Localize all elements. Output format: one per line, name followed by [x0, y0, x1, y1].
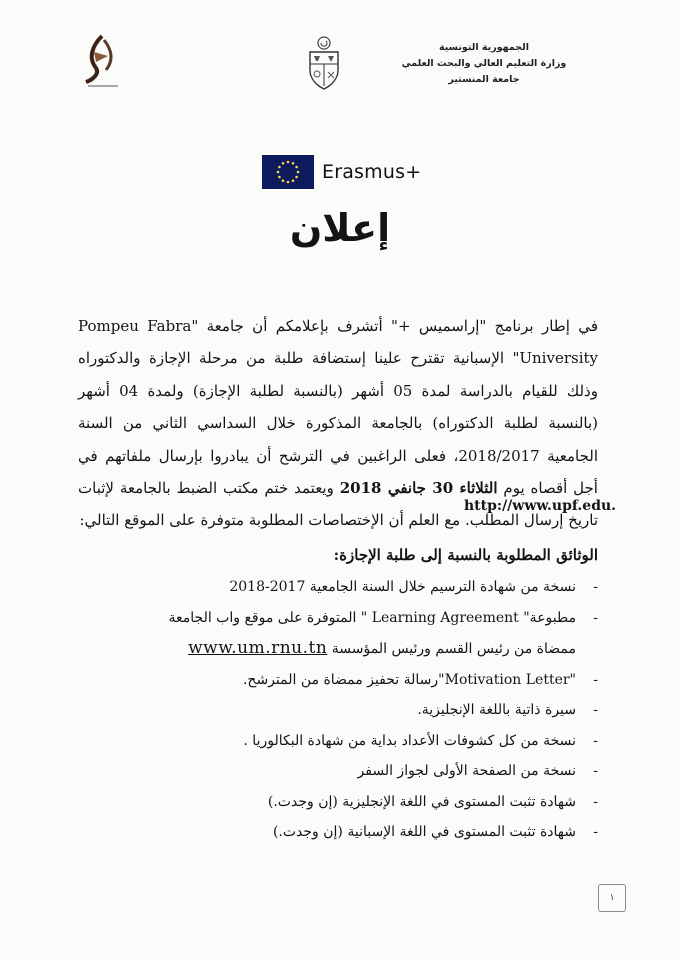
country-name: الجمهورية التونسية [439, 42, 529, 53]
body-part-2: ويعتمد ختم مكتب الضبط بالجامعة لإثبات تاريخ إرسال المطلب. مع العلم أن الإختصاصات المطلوبة متوفرة على الموقع التالي: [78, 479, 598, 530]
erasmus-logo [262, 155, 421, 189]
list-item: - شهادة تثبت المستوى في اللغة الإسبانية (إن وجدت.) [74, 817, 598, 848]
ministry-name: وزارة التعليم العالي والبحث العلمي [401, 58, 567, 69]
documents-heading: الوثائق المطلوبة بالنسبة إلى طلبة الإجازة: [333, 546, 598, 564]
eu-flag-icon [262, 155, 314, 189]
list-item: - نسخة من كل كشوفات الأعداد بداية من شهادة البكالوريا . [74, 726, 598, 757]
page-title: إعلان [289, 206, 391, 250]
upf-website-link[interactable]: http://www.upf.edu. [464, 498, 617, 514]
university-name: جامعة المنستير [448, 74, 520, 85]
list-item: - نسخة من الصفحة الأولى لجواز السفر [74, 756, 598, 787]
list-item: - سيرة ذاتية باللغة الإنجليزية. [74, 695, 598, 726]
university-logo [78, 32, 126, 90]
list-item: - نسخة من شهادة الترسيم خلال السنة الجامعية 2017-2018 [74, 572, 598, 603]
list-item: - "Motivation Letter"رسالة تحفيز ممضاة من المترشح. [74, 665, 598, 696]
list-item: - مطبوعة" Learning Agreement " المتوفرة على موقع واب الجامعة [74, 603, 598, 634]
institution-header [384, 40, 584, 88]
signature-requirement: ممضاة من رئيس القسم ورئيس المؤسسة [331, 641, 576, 657]
page-number: ١ [598, 884, 626, 912]
tunisia-emblem-icon [300, 34, 348, 92]
list-item-continuation [74, 633, 598, 665]
documents-list [74, 572, 598, 848]
list-item: - شهادة تثبت المستوى في اللغة الإنجليزية (إن وجدت.) [74, 787, 598, 818]
erasmus-label: Erasmus+ [322, 161, 422, 183]
deadline-date: الثلاثاء 30 جانفي 2018 [339, 479, 498, 498]
body-part-1: في إطار برنامج "إراسميس +" أتشرف بإعلامكم أن جامعة "Pompeu Fabra University" الإسبانية تقترح علينا إستضافة طلبة من مرحلة الإجازة والدكتوراه وذلك للقيام بالدراسة لمدة 05 أشهر (بالنسبة لطلبة الإجازة) ولمدة 04 أشهر (بالنسبة لطلبة الدكتوراه) بالجامعة المذكورة خلال السداسي الثاني من السنة الجامعية 2018/2017، فعلى الراغبين في الترشح أن يبادروا بإرسال ملفاتهم في أجل أقصاه يوم [78, 317, 598, 498]
university-site-link[interactable]: www.um.rnu.tn [188, 638, 328, 658]
